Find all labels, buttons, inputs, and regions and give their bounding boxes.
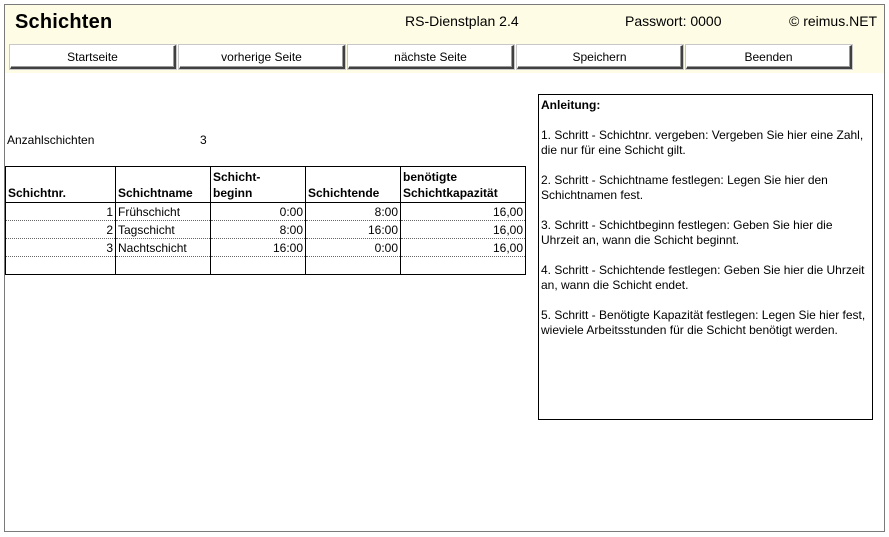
column-header-shift-end: Schichtende xyxy=(306,167,401,203)
column-header-shift-name: Schichtname xyxy=(116,167,211,203)
previous-page-button[interactable]: vorherige Seite xyxy=(179,45,345,69)
cell-shift-start[interactable]: 8:00 xyxy=(211,221,306,239)
cell-empty[interactable] xyxy=(211,257,306,275)
cell-shift-end[interactable]: 8:00 xyxy=(306,203,401,221)
table-row xyxy=(6,221,526,239)
column-header-capacity: benötigte Schichtkapazität xyxy=(401,167,526,203)
cell-capacity[interactable]: 16,00 xyxy=(401,221,526,239)
app-name: RS-Dienstplan 2.4 xyxy=(405,13,519,29)
cell-shift-name[interactable]: Nachtschicht xyxy=(116,239,211,257)
instruction-step: 4. Schritt - Schichtende festlegen: Geben Sie hier die Uhrzeit an, wann die Schicht endet. xyxy=(541,263,865,292)
cell-shift-number[interactable]: 2 xyxy=(6,221,116,239)
column-header-shift-number: Schichtnr. xyxy=(6,167,116,203)
cell-shift-end[interactable]: 0:00 xyxy=(306,239,401,257)
cell-empty[interactable] xyxy=(116,257,211,275)
cell-empty[interactable] xyxy=(401,257,526,275)
instructions-title: Anleitung: xyxy=(541,98,601,112)
cell-empty[interactable] xyxy=(306,257,401,275)
cell-shift-name[interactable]: Frühschicht xyxy=(116,203,211,221)
instruction-step: 5. Schritt - Benötigte Kapazität festlegen: Legen Sie hier fest, wieviele Arbeitsstunden für die Schicht benötigt werden. xyxy=(541,308,866,337)
next-page-button[interactable]: nächste Seite xyxy=(348,45,514,69)
shifts-table xyxy=(5,166,526,275)
cell-shift-start[interactable]: 16:00 xyxy=(211,239,306,257)
table-row-empty xyxy=(6,257,526,275)
shift-count-label: Anzahlschichten xyxy=(7,133,95,147)
copyright-text: © reimus.NET xyxy=(789,13,878,29)
shift-count-value[interactable]: 3 xyxy=(200,133,207,147)
page-title: Schichten xyxy=(15,11,113,33)
instruction-step: 1. Schritt - Schichtnr. vergeben: Vergeben Sie hier eine Zahl, die nur für eine Schicht gilt. xyxy=(541,128,864,157)
cell-shift-start[interactable]: 0:00 xyxy=(211,203,306,221)
column-header-shift-start: Schicht- beginn xyxy=(211,167,306,203)
table-row xyxy=(6,203,526,221)
cell-shift-number[interactable]: 1 xyxy=(6,203,116,221)
cell-shift-number[interactable]: 3 xyxy=(6,239,116,257)
instruction-step: 2. Schritt - Schichtname festlegen: Legen Sie hier den Schichtnamen fest. xyxy=(541,173,828,202)
instructions-box xyxy=(538,94,873,420)
cell-capacity[interactable]: 16,00 xyxy=(401,203,526,221)
cell-shift-name[interactable]: Tagschicht xyxy=(116,221,211,239)
cell-shift-end[interactable]: 16:00 xyxy=(306,221,401,239)
cell-empty[interactable] xyxy=(6,257,116,275)
nav-bar xyxy=(10,45,855,69)
cell-capacity[interactable]: 16,00 xyxy=(401,239,526,257)
header-band xyxy=(5,5,884,73)
startseite-button[interactable]: Startseite xyxy=(10,45,176,69)
save-button[interactable]: Speichern xyxy=(517,45,683,69)
exit-button[interactable]: Beenden xyxy=(686,45,852,69)
table-row xyxy=(6,239,526,257)
password-display: Passwort: 0000 xyxy=(625,13,722,29)
instruction-step: 3. Schritt - Schichtbeginn festlegen: Geben Sie hier die Uhrzeit an, wann die Schicht beginnt. xyxy=(541,218,833,247)
table-header-row xyxy=(6,167,526,203)
